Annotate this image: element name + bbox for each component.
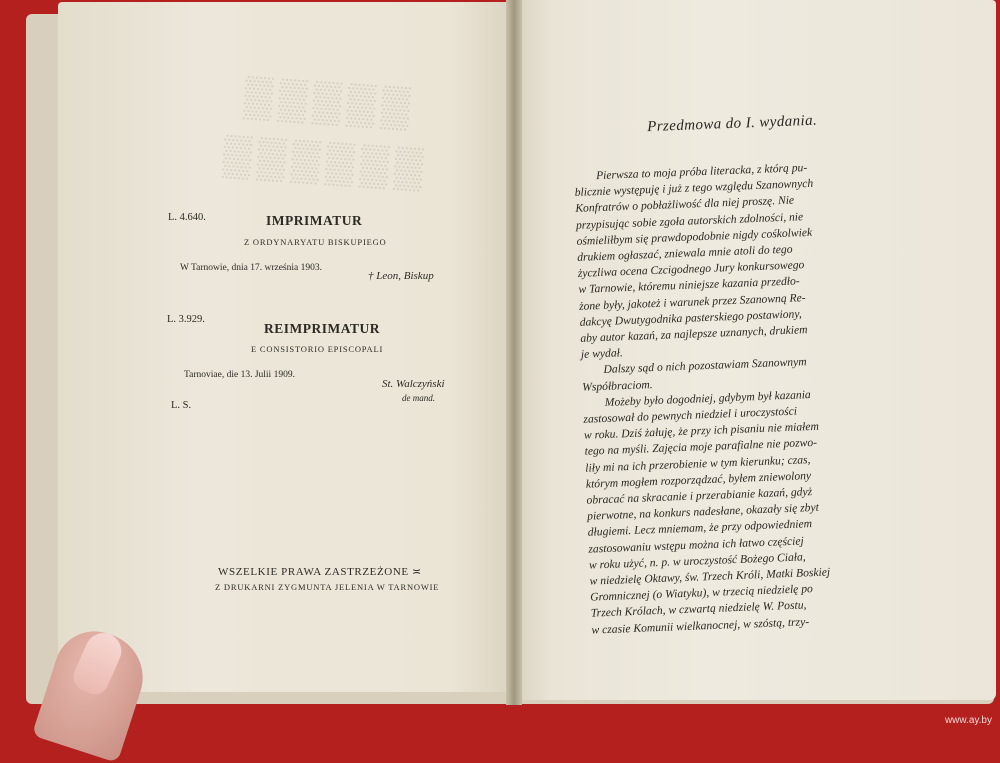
preface-line: w czasie Komunii wielkanocnej, w szóstą, trzy-	[591, 614, 810, 637]
preface-line: w roku. Dziś żałuję, że przy ich pisaniu nie miałem	[583, 420, 820, 443]
reimprimatur-place-date: Tarnoviae, die 13. Julii 1909.	[184, 370, 295, 380]
imprimatur-source: Z ORDYNARYATU BISKUPIEGO	[244, 237, 387, 247]
preface-line: którym mogłem rozporządzać, byłem zniewolony	[585, 468, 812, 491]
reimprimatur-signature-note: de mand.	[402, 393, 435, 403]
preface-line: Współbraciom.	[581, 377, 653, 394]
imprimatur-heading: IMPRIMATUR	[266, 213, 363, 228]
reimprimatur-number: L. 3.929.	[167, 314, 205, 325]
imprimatur-number: L. 4.640.	[168, 212, 206, 223]
preface-line: Pierwsza to moja próba literacka, z którą pu-	[595, 161, 808, 183]
preface-line: Konfratrów o pobłażliwość dla niej proszę. Nie	[575, 193, 795, 216]
reimprimatur-source: E CONSISTORIO EPISCOPALI	[251, 344, 384, 354]
show-through-text: ▒▒▒▒▒ ▒▒▒▒▒▒	[221, 73, 431, 192]
preface-line: żone były, jakoteż i warunek przez Szanowną Re-	[578, 290, 806, 313]
preface-line: w niedzielę Oktawy, św. Trzech Króli, Matki Boskiej	[589, 565, 831, 588]
book-gutter	[506, 0, 522, 705]
preface-line: zastosował do pewnych niedziel i uroczystości	[583, 404, 798, 426]
preface-body	[574, 157, 912, 639]
preface-line: Trzech Królach, w czwartą niedzielę W. Postu,	[590, 598, 807, 621]
imprimatur-signature: † Leon, Biskup	[368, 270, 434, 282]
preface-line: w Tarnowie, któremu niniejsze kazania przedło-	[578, 274, 800, 297]
preface-block	[572, 110, 912, 639]
preface-line: pierwotne, na konkurs nadesłane, okazały się zbyt	[586, 501, 820, 523]
printer-imprint: Z DRUKARNI ZYGMUNTA JELENIA W TARNOWIE	[215, 582, 440, 592]
imprimatur-place-date: W Tarnowie, dnia 17. września 1903.	[180, 263, 322, 273]
preface-line: drukiem ogłaszać, zniewala mnie atoli do tego	[576, 242, 793, 264]
reimprimatur-heading: REIMPRIMATUR	[264, 321, 380, 336]
preface-line: blicznie występuję i już z tego względu Szanownych	[574, 176, 814, 200]
preface-line: Gromnicznej (o Wiatyku), w trzecią niedzielę po	[590, 582, 814, 604]
preface-line: dakcyę Dwutygodnika pasterskiego postawiony,	[579, 307, 802, 329]
preface-line: życzliwa ocena Czcigodnego Jury konkursowego	[577, 258, 805, 281]
preface-line: liły mi na ich przerobienie w tym kierunku; czas,	[585, 452, 811, 475]
preface-line: aby autor kazań, za najlepsze uznanych, drukiem	[580, 323, 808, 345]
preface-line: je wydał.	[580, 346, 624, 362]
preface-line: obracać na skracanie i przerabianie kazań, gdyż	[586, 485, 813, 507]
preface-title: Przedmowa do I. wydania.	[646, 112, 818, 136]
preface-line: przypisując sobie zgoła autorskich zdolności, nie	[575, 209, 804, 232]
preface-line: Możeby było dogodniej, gdybym był kazania	[604, 387, 811, 409]
seal-mark: L. S.	[171, 400, 192, 411]
watermark: www.ay.by	[944, 715, 992, 726]
preface-line: ośmieliłbym się prawdopodobnie nigdy cośkolwiek	[576, 225, 813, 248]
reimprimatur-signature: St. Walczyński	[382, 378, 445, 390]
preface-line: Dalszy sąd o nich pozostawiam Szanownym	[603, 355, 807, 377]
rights-reserved: WSZELKIE PRAWA ZASTRZEŻONE ≍	[218, 566, 422, 578]
preface-line: w roku użyć, n. p. w uroczystość Bożego Ciała,	[588, 550, 806, 572]
preface-line: zastosowaniu wstępu można ich łatwo częściej	[588, 534, 804, 556]
preface-line: tego na myśli. Zajęcia moje parafialne nie pozwo-	[584, 436, 818, 459]
preface-line: długiemi. Lecz mniemam, że przy odpowiedniem	[587, 517, 813, 540]
